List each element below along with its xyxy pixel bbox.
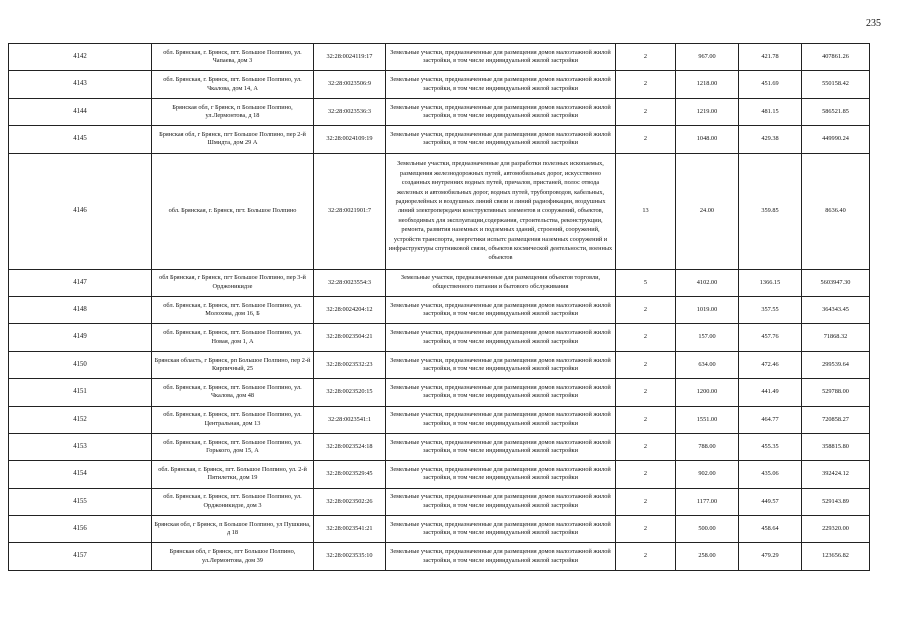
- cadastral-number-cell: 32:28:0023520:15: [314, 379, 386, 406]
- area-cell: 1218.00: [676, 71, 739, 98]
- table-row: [9, 126, 870, 153]
- address-cell: Брянская область, г Брянск, рп Большое Полпино, пер 2-й Кирпичный, 25: [152, 351, 314, 378]
- address-cell: обл. Брянская, г. Брянск, пгт. Большое Полпино, ул. Орджоникидзе, дом 3: [152, 488, 314, 515]
- area-cell: 1551.00: [676, 406, 739, 433]
- address-cell: Брянская обл, г Брянск, п Большое Полпино, ул Пушкина, д 18: [152, 516, 314, 543]
- land-purpose-cell: Земельные участки, предназначенные для размещения объектов торговли, общественного питания и бытового обслуживания: [386, 269, 616, 296]
- table-row: [9, 488, 870, 515]
- table-row: [9, 516, 870, 543]
- cadastral-value-cell: 449990.24: [802, 126, 870, 153]
- address-cell: обл. Брянская, г. Брянск, пгт. Большое Полпино, ул. Чкалова, дом 14, А: [152, 71, 314, 98]
- row-number-cell: 4146: [9, 153, 152, 269]
- page-number: 235: [866, 18, 881, 29]
- address-cell: обл. Брянская, г. Брянск, пгт. Большое Полпино, ул. Горького, дом 15, А: [152, 433, 314, 460]
- area-cell: 902.00: [676, 461, 739, 488]
- row-number-cell: 4153: [9, 433, 152, 460]
- unit-price-cell: 472.46: [739, 351, 802, 378]
- cadastral-number-cell: 32:28:0024204:12: [314, 296, 386, 323]
- purpose-code-cell: 2: [616, 71, 676, 98]
- address-cell: обл. Брянская, г. Брянск, пгт. Большое Полпино, ул. Центральная, дом 13: [152, 406, 314, 433]
- cadastral-number-cell: 32:28:0023535:10: [314, 543, 386, 570]
- unit-price-cell: 455.35: [739, 433, 802, 460]
- purpose-code-cell: 2: [616, 98, 676, 125]
- area-cell: 1177.00: [676, 488, 739, 515]
- cadastral-number-cell: 32:28:0023524:18: [314, 433, 386, 460]
- table-row: [9, 153, 870, 269]
- purpose-code-cell: 13: [616, 153, 676, 269]
- land-purpose-cell: Земельные участки, предназначенные для размещения домов малоэтажной жилой застройки, в том числе индивидуальной жилой застройки: [386, 98, 616, 125]
- land-purpose-cell: Земельные участки, предназначенные для размещения домов малоэтажной жилой застройки, в том числе индивидуальной жилой застройки: [386, 488, 616, 515]
- unit-price-cell: 429.38: [739, 126, 802, 153]
- cadastral-value-cell: 123656.82: [802, 543, 870, 570]
- purpose-code-cell: 2: [616, 324, 676, 351]
- cadastral-number-cell: 32:28:0023504:21: [314, 324, 386, 351]
- cadastral-value-cell: 71868.32: [802, 324, 870, 351]
- unit-price-cell: 481.15: [739, 98, 802, 125]
- row-number-cell: 4150: [9, 351, 152, 378]
- cadastral-value-cell: 550158.42: [802, 71, 870, 98]
- row-number-cell: 4145: [9, 126, 152, 153]
- address-cell: обл Брянская, г Брянск, пгт Большое Полпино, пер 3-й Орджоникидзе: [152, 269, 314, 296]
- table-row: [9, 543, 870, 570]
- table-row: [9, 351, 870, 378]
- purpose-code-cell: 2: [616, 296, 676, 323]
- cadastral-value-cell: 529788.00: [802, 379, 870, 406]
- cadastral-number-cell: 32:28:0023506:9: [314, 71, 386, 98]
- address-cell: обл. Брянская, г. Брянск, пгт. Большое Полпино, ул. Новая, дом 1, А: [152, 324, 314, 351]
- unit-price-cell: 479.29: [739, 543, 802, 570]
- cadastral-number-cell: 32:28:0023554:3: [314, 269, 386, 296]
- cadastral-value-cell: 229320.00: [802, 516, 870, 543]
- unit-price-cell: 357.55: [739, 296, 802, 323]
- area-cell: 1019.00: [676, 296, 739, 323]
- row-number-cell: 4152: [9, 406, 152, 433]
- land-purpose-cell: Земельные участки, предназначенные для размещения домов малоэтажной жилой застройки, в том числе индивидуальной жилой застройки: [386, 379, 616, 406]
- land-purpose-cell: Земельные участки, предназначенные для размещения домов малоэтажной жилой застройки, в том числе индивидуальной жилой застройки: [386, 433, 616, 460]
- row-number-cell: 4149: [9, 324, 152, 351]
- land-purpose-cell: Земельные участки, предназначенные для разработки полезных ископаемых, размещения железнодорожных путей, автомобильных дорог, искусственно созданных внутренних водных путей, причалов, пристаней, полос отвода железных и автомобильных дорог, водных путей, трубопроводов, кабельных, радиорелейных и воздушных линий связи и линий радиофикации, воздушных линий электропередачи конструктивных элементов и сооружений, объектов, необходимых для эксплуатации,содержания, строительства, реконструкции, ремонта, развития наземных и подземных зданий, строений, сооружений, устройств транспорта, энергетики испытс размещения наземных сооружений и инфраструктуры спутниковой связи, объектов космической деятельности, военных объектов: [386, 153, 616, 269]
- cadastral-number-cell: 32:28:0023529:45: [314, 461, 386, 488]
- area-cell: 1219.00: [676, 98, 739, 125]
- cadastral-value-cell: 5603947.30: [802, 269, 870, 296]
- address-cell: обл. Брянская, г. Брянск, пгт. Большое Полпино: [152, 153, 314, 269]
- unit-price-cell: 435.06: [739, 461, 802, 488]
- area-cell: 967.00: [676, 44, 739, 71]
- land-purpose-cell: Земельные участки, предназначенные для размещения домов малоэтажной жилой застройки, в том числе индивидуальной жилой застройки: [386, 324, 616, 351]
- table-row: [9, 98, 870, 125]
- cadastral-value-cell: 720858.27: [802, 406, 870, 433]
- address-cell: Брянская обл, г Брянск, пгт Большое Полпино, ул.Лермонтова, дом 39: [152, 543, 314, 570]
- table-row: [9, 406, 870, 433]
- unit-price-cell: 449.57: [739, 488, 802, 515]
- purpose-code-cell: 2: [616, 379, 676, 406]
- cadastral-value-cell: 529143.89: [802, 488, 870, 515]
- area-cell: 4102.00: [676, 269, 739, 296]
- purpose-code-cell: 2: [616, 351, 676, 378]
- area-cell: 258.00: [676, 543, 739, 570]
- row-number-cell: 4155: [9, 488, 152, 515]
- row-number-cell: 4143: [9, 71, 152, 98]
- cadastral-number-cell: 32:28:0023502:26: [314, 488, 386, 515]
- cadastral-number-cell: 32:28:0024119:17: [314, 44, 386, 71]
- table-row: [9, 433, 870, 460]
- area-cell: 788.00: [676, 433, 739, 460]
- purpose-code-cell: 2: [616, 543, 676, 570]
- cadastral-number-cell: 32:28:0023536:3: [314, 98, 386, 125]
- table-row: [9, 379, 870, 406]
- cadastral-value-cell: 358815.80: [802, 433, 870, 460]
- table-row: [9, 324, 870, 351]
- purpose-code-cell: 2: [616, 488, 676, 515]
- cadastral-number-cell: 32:28:0023532:23: [314, 351, 386, 378]
- cadastral-value-cell: 586521.85: [802, 98, 870, 125]
- purpose-code-cell: 2: [616, 433, 676, 460]
- cadastral-value-cell: 8636.40: [802, 153, 870, 269]
- area-cell: 1200.00: [676, 379, 739, 406]
- row-number-cell: 4151: [9, 379, 152, 406]
- address-cell: обл. Брянская, г. Брянск, пгт. Большое Полпино, ул. Молохова, дом 16, Б: [152, 296, 314, 323]
- unit-price-cell: 1366.15: [739, 269, 802, 296]
- table-row: [9, 71, 870, 98]
- table-row: [9, 461, 870, 488]
- area-cell: 634.00: [676, 351, 739, 378]
- cadastral-value-cell: 299539.64: [802, 351, 870, 378]
- area-cell: 1048.00: [676, 126, 739, 153]
- table-row: [9, 44, 870, 71]
- table-row: [9, 269, 870, 296]
- area-cell: 157.00: [676, 324, 739, 351]
- land-purpose-cell: Земельные участки, предназначенные для размещения домов малоэтажной жилой застройки, в том числе индивидуальной жилой застройки: [386, 406, 616, 433]
- unit-price-cell: 464.77: [739, 406, 802, 433]
- land-purpose-cell: Земельные участки, предназначенные для размещения домов малоэтажной жилой застройки, в том числе индивидуальной жилой застройки: [386, 461, 616, 488]
- row-number-cell: 4148: [9, 296, 152, 323]
- unit-price-cell: 458.64: [739, 516, 802, 543]
- land-purpose-cell: Земельные участки, предназначенные для размещения домов малоэтажной жилой застройки, в том числе индивидуальной жилой застройки: [386, 543, 616, 570]
- unit-price-cell: 441.49: [739, 379, 802, 406]
- land-purpose-cell: Земельные участки, предназначенные для размещения домов малоэтажной жилой застройки, в том числе индивидуальной жилой застройки: [386, 296, 616, 323]
- address-cell: обл. Брянская, г. Брянск, пгт. Большое Полпино, ул. Чапаева, дом 3: [152, 44, 314, 71]
- cadastral-number-cell: 32:28:0023541:21: [314, 516, 386, 543]
- unit-price-cell: 421.78: [739, 44, 802, 71]
- purpose-code-cell: 2: [616, 126, 676, 153]
- land-purpose-cell: Земельные участки, предназначенные для размещения домов малоэтажной жилой застройки, в том числе индивидуальной жилой застройки: [386, 516, 616, 543]
- cadastral-number-cell: 32:28:0024109:19: [314, 126, 386, 153]
- cadastral-value-cell: 392424.12: [802, 461, 870, 488]
- row-number-cell: 4157: [9, 543, 152, 570]
- table-row: [9, 296, 870, 323]
- cadastral-value-cell: 364343.45: [802, 296, 870, 323]
- row-number-cell: 4144: [9, 98, 152, 125]
- purpose-code-cell: 2: [616, 44, 676, 71]
- area-cell: 500.00: [676, 516, 739, 543]
- purpose-code-cell: 2: [616, 516, 676, 543]
- purpose-code-cell: 2: [616, 461, 676, 488]
- unit-price-cell: 457.76: [739, 324, 802, 351]
- unit-price-cell: 451.69: [739, 71, 802, 98]
- cadastral-number-cell: 32:28:0021901:7: [314, 153, 386, 269]
- table-body: [9, 44, 870, 571]
- row-number-cell: 4156: [9, 516, 152, 543]
- cadastral-value-cell: 407861.26: [802, 44, 870, 71]
- address-cell: обл. Брянская, г. Брянск, пгт. Большое Полпино, ул. Чкалова, дом 48: [152, 379, 314, 406]
- purpose-code-cell: 2: [616, 406, 676, 433]
- purpose-code-cell: 5: [616, 269, 676, 296]
- land-purpose-cell: Земельные участки, предназначенные для размещения домов малоэтажной жилой застройки, в том числе индивидуальной жилой застройки: [386, 351, 616, 378]
- unit-price-cell: 359.85: [739, 153, 802, 269]
- row-number-cell: 4154: [9, 461, 152, 488]
- area-cell: 24.00: [676, 153, 739, 269]
- land-purpose-cell: Земельные участки, предназначенные для размещения домов малоэтажной жилой застройки, в том числе индивидуальной жилой застройки: [386, 44, 616, 71]
- land-purpose-cell: Земельные участки, предназначенные для размещения домов малоэтажной жилой застройки, в том числе индивидуальной жилой застройки: [386, 71, 616, 98]
- row-number-cell: 4147: [9, 269, 152, 296]
- land-purpose-cell: Земельные участки, предназначенные для размещения домов малоэтажной жилой застройки, в том числе индивидуальной жилой застройки: [386, 126, 616, 153]
- address-cell: обл. Брянская, г. Брянск, пгт. Большое Полпино, ул. 2-й Пятилетки, дом 19: [152, 461, 314, 488]
- cadastral-number-cell: 32:28:0023541:1: [314, 406, 386, 433]
- row-number-cell: 4142: [9, 44, 152, 71]
- land-registry-table: [8, 43, 870, 571]
- address-cell: Брянская обл, г Брянск, п Большое Полпино, ул.Лермонтова, д 18: [152, 98, 314, 125]
- address-cell: Брянская обл, г Брянск, пгт Большое Полпино, пер 2-й Шмидта, дом 29 А: [152, 126, 314, 153]
